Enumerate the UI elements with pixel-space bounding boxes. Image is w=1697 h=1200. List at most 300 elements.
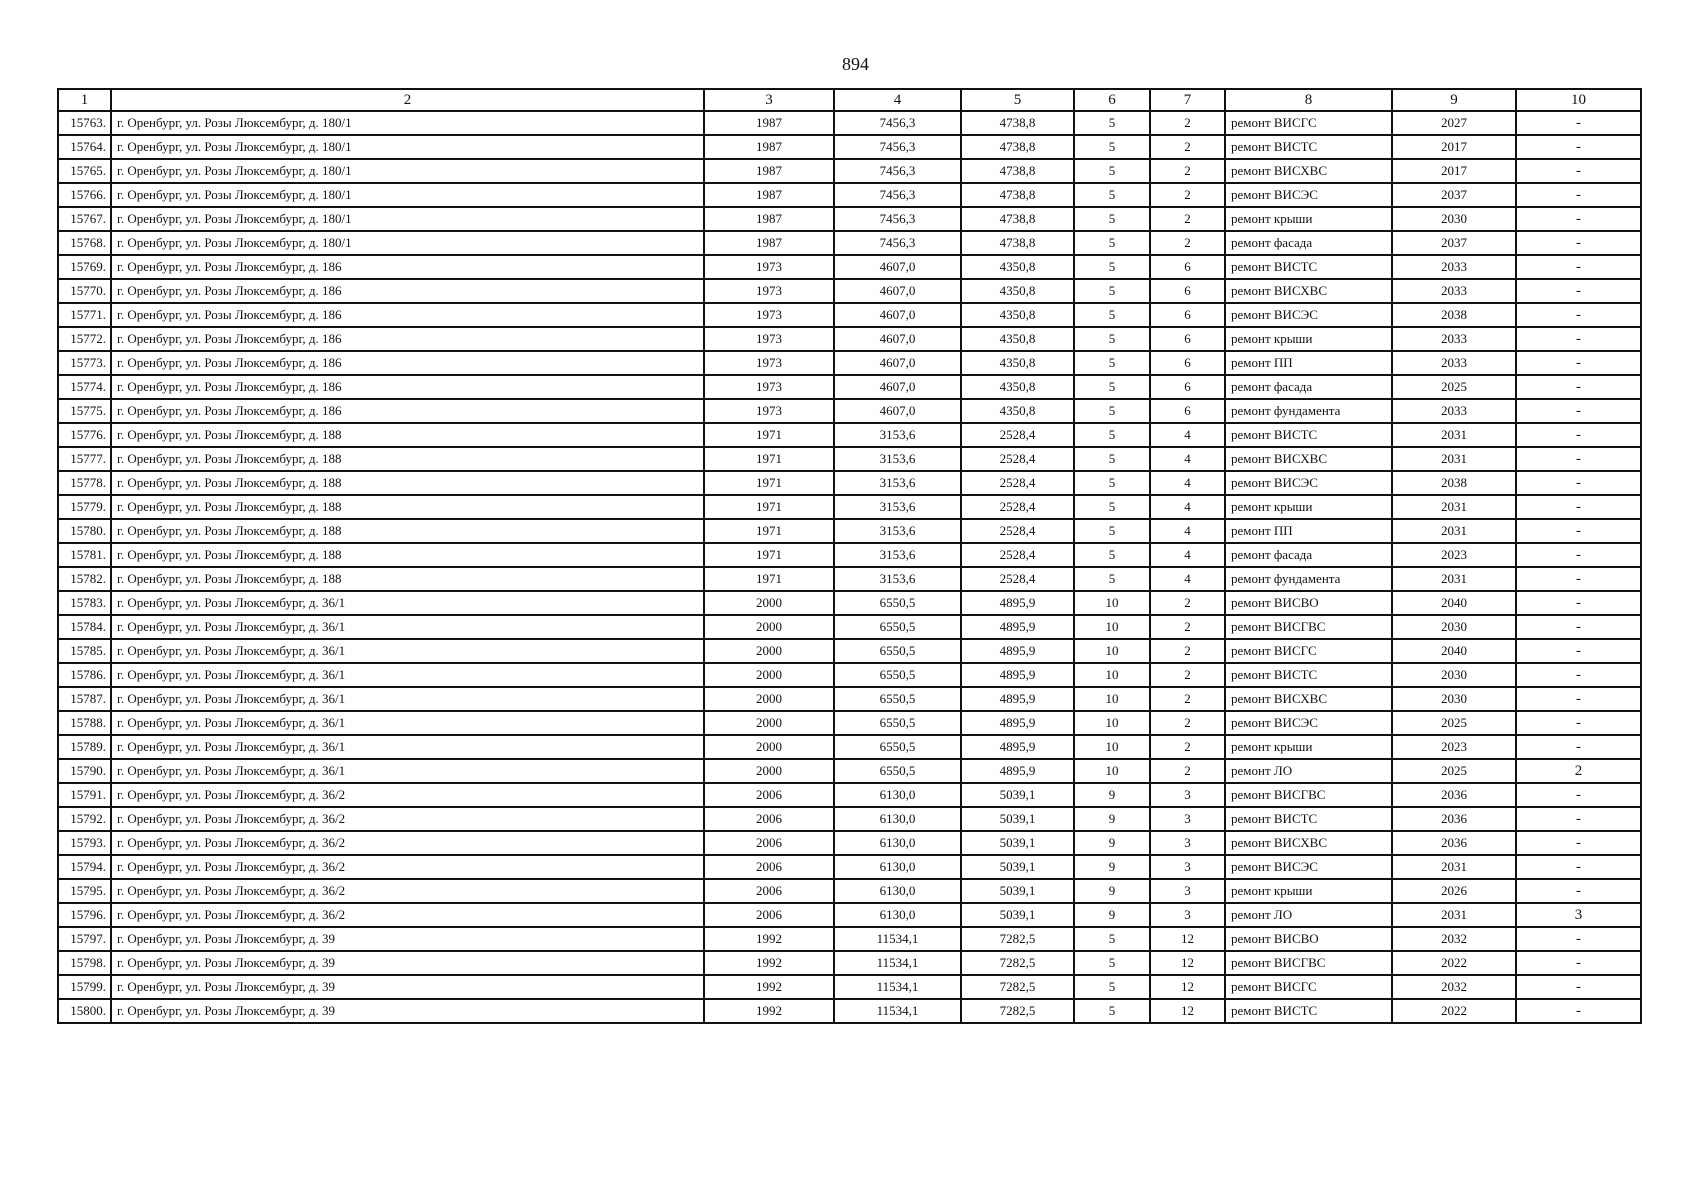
- note-cell: -: [1516, 879, 1641, 903]
- living-area-cell: 2528,4: [961, 543, 1074, 567]
- floors-cell: 5: [1074, 351, 1150, 375]
- row-number-cell: 15767.: [58, 207, 111, 231]
- row-number-cell: 15770.: [58, 279, 111, 303]
- living-area-cell: 4895,9: [961, 759, 1074, 783]
- row-number-cell: 15768.: [58, 231, 111, 255]
- plan-year-cell: 2038: [1392, 471, 1516, 495]
- table-row: [58, 183, 1641, 207]
- address-cell: г. Оренбург, ул. Розы Люксембург, д. 39: [111, 975, 704, 999]
- entrances-cell: 6: [1150, 279, 1225, 303]
- header-cell: 6: [1074, 89, 1150, 111]
- entrances-cell: 3: [1150, 879, 1225, 903]
- floors-cell: 5: [1074, 255, 1150, 279]
- work-type-cell: ремонт ЛО: [1225, 759, 1392, 783]
- living-area-cell: 5039,1: [961, 879, 1074, 903]
- row-number-cell: 15766.: [58, 183, 111, 207]
- floors-cell: 5: [1074, 495, 1150, 519]
- plan-year-cell: 2025: [1392, 711, 1516, 735]
- work-type-cell: ремонт ВИСВО: [1225, 927, 1392, 951]
- table-row: [58, 591, 1641, 615]
- floors-cell: 10: [1074, 591, 1150, 615]
- entrances-cell: 2: [1150, 111, 1225, 135]
- table-row: [58, 447, 1641, 471]
- row-number-cell: 15793.: [58, 831, 111, 855]
- entrances-cell: 12: [1150, 951, 1225, 975]
- entrances-cell: 2: [1150, 663, 1225, 687]
- table-row: [58, 135, 1641, 159]
- table-row: [58, 975, 1641, 999]
- floors-cell: 10: [1074, 615, 1150, 639]
- living-area-cell: 7282,5: [961, 975, 1074, 999]
- note-cell: -: [1516, 135, 1641, 159]
- living-area-cell: 4738,8: [961, 231, 1074, 255]
- row-number-cell: 15763.: [58, 111, 111, 135]
- row-number-cell: 15784.: [58, 615, 111, 639]
- year-cell: 1973: [704, 399, 834, 423]
- entrances-cell: 2: [1150, 231, 1225, 255]
- entrances-cell: 6: [1150, 375, 1225, 399]
- row-number-cell: 15764.: [58, 135, 111, 159]
- total-area-cell: 3153,6: [834, 519, 961, 543]
- living-area-cell: 4895,9: [961, 711, 1074, 735]
- address-cell: г. Оренбург, ул. Розы Люксембург, д. 186: [111, 303, 704, 327]
- table-row: [58, 399, 1641, 423]
- year-cell: 1973: [704, 351, 834, 375]
- total-area-cell: 4607,0: [834, 279, 961, 303]
- living-area-cell: 4895,9: [961, 663, 1074, 687]
- floors-cell: 9: [1074, 903, 1150, 927]
- header-cell: 9: [1392, 89, 1516, 111]
- plan-year-cell: 2036: [1392, 783, 1516, 807]
- row-number-cell: 15800.: [58, 999, 111, 1023]
- note-cell: -: [1516, 303, 1641, 327]
- row-number-cell: 15795.: [58, 879, 111, 903]
- header-cell: 8: [1225, 89, 1392, 111]
- living-area-cell: 7282,5: [961, 951, 1074, 975]
- note-cell: -: [1516, 231, 1641, 255]
- header-cell: 1: [58, 89, 111, 111]
- address-cell: г. Оренбург, ул. Розы Люксембург, д. 186: [111, 375, 704, 399]
- address-cell: г. Оренбург, ул. Розы Люксембург, д. 36/1: [111, 687, 704, 711]
- total-area-cell: 6130,0: [834, 879, 961, 903]
- table-row: [58, 423, 1641, 447]
- address-cell: г. Оренбург, ул. Розы Люксембург, д. 39: [111, 951, 704, 975]
- address-cell: г. Оренбург, ул. Розы Люксембург, д. 188: [111, 519, 704, 543]
- entrances-cell: 4: [1150, 519, 1225, 543]
- year-cell: 2000: [704, 687, 834, 711]
- year-cell: 1973: [704, 327, 834, 351]
- year-cell: 2006: [704, 879, 834, 903]
- living-area-cell: 4350,8: [961, 279, 1074, 303]
- table-row: [58, 375, 1641, 399]
- year-cell: 2000: [704, 615, 834, 639]
- floors-cell: 5: [1074, 519, 1150, 543]
- plan-year-cell: 2030: [1392, 687, 1516, 711]
- address-cell: г. Оренбург, ул. Розы Люксембург, д. 186: [111, 255, 704, 279]
- entrances-cell: 6: [1150, 303, 1225, 327]
- table-row: [58, 759, 1641, 783]
- entrances-cell: 3: [1150, 855, 1225, 879]
- year-cell: 2000: [704, 591, 834, 615]
- plan-year-cell: 2031: [1392, 519, 1516, 543]
- living-area-cell: 4895,9: [961, 735, 1074, 759]
- year-cell: 2006: [704, 807, 834, 831]
- entrances-cell: 4: [1150, 447, 1225, 471]
- entrances-cell: 2: [1150, 135, 1225, 159]
- table-row: [58, 231, 1641, 255]
- header-row: [58, 89, 1641, 111]
- entrances-cell: 12: [1150, 975, 1225, 999]
- work-type-cell: ремонт фасада: [1225, 231, 1392, 255]
- note-cell: -: [1516, 783, 1641, 807]
- plan-year-cell: 2031: [1392, 495, 1516, 519]
- work-type-cell: ремонт ВИСТС: [1225, 663, 1392, 687]
- address-cell: г. Оренбург, ул. Розы Люксембург, д. 188: [111, 543, 704, 567]
- row-number-cell: 15779.: [58, 495, 111, 519]
- work-type-cell: ремонт фундамента: [1225, 567, 1392, 591]
- living-area-cell: 4350,8: [961, 351, 1074, 375]
- floors-cell: 10: [1074, 759, 1150, 783]
- floors-cell: 5: [1074, 567, 1150, 591]
- floors-cell: 5: [1074, 927, 1150, 951]
- year-cell: 1971: [704, 471, 834, 495]
- address-cell: г. Оренбург, ул. Розы Люксембург, д. 36/1: [111, 711, 704, 735]
- total-area-cell: 4607,0: [834, 351, 961, 375]
- floors-cell: 10: [1074, 687, 1150, 711]
- living-area-cell: 7282,5: [961, 999, 1074, 1023]
- total-area-cell: 6130,0: [834, 783, 961, 807]
- row-number-cell: 15771.: [58, 303, 111, 327]
- note-cell: -: [1516, 543, 1641, 567]
- total-area-cell: 7456,3: [834, 231, 961, 255]
- entrances-cell: 3: [1150, 831, 1225, 855]
- table-row: [58, 255, 1641, 279]
- repair-schedule-table: [57, 88, 1642, 1024]
- work-type-cell: ремонт ВИСГС: [1225, 111, 1392, 135]
- floors-cell: 5: [1074, 447, 1150, 471]
- year-cell: 2006: [704, 783, 834, 807]
- work-type-cell: ремонт ВИСЭС: [1225, 471, 1392, 495]
- entrances-cell: 6: [1150, 399, 1225, 423]
- address-cell: г. Оренбург, ул. Розы Люксембург, д. 36/2: [111, 783, 704, 807]
- entrances-cell: 4: [1150, 543, 1225, 567]
- entrances-cell: 2: [1150, 711, 1225, 735]
- table-row: [58, 855, 1641, 879]
- work-type-cell: ремонт фасада: [1225, 543, 1392, 567]
- note-cell: -: [1516, 327, 1641, 351]
- note-cell: -: [1516, 855, 1641, 879]
- plan-year-cell: 2030: [1392, 615, 1516, 639]
- plan-year-cell: 2031: [1392, 447, 1516, 471]
- plan-year-cell: 2036: [1392, 831, 1516, 855]
- entrances-cell: 12: [1150, 999, 1225, 1023]
- note-cell: -: [1516, 519, 1641, 543]
- note-cell: -: [1516, 351, 1641, 375]
- row-number-cell: 15791.: [58, 783, 111, 807]
- address-cell: г. Оренбург, ул. Розы Люксембург, д. 36/1: [111, 591, 704, 615]
- floors-cell: 5: [1074, 159, 1150, 183]
- work-type-cell: ремонт ВИСГВС: [1225, 951, 1392, 975]
- total-area-cell: 6550,5: [834, 615, 961, 639]
- total-area-cell: 4607,0: [834, 327, 961, 351]
- entrances-cell: 2: [1150, 687, 1225, 711]
- row-number-cell: 15776.: [58, 423, 111, 447]
- address-cell: г. Оренбург, ул. Розы Люксембург, д. 36/2: [111, 879, 704, 903]
- note-cell: 3: [1516, 903, 1641, 927]
- year-cell: 1973: [704, 303, 834, 327]
- address-cell: г. Оренбург, ул. Розы Люксембург, д. 188: [111, 471, 704, 495]
- year-cell: 1992: [704, 999, 834, 1023]
- note-cell: -: [1516, 591, 1641, 615]
- table-row: [58, 543, 1641, 567]
- year-cell: 1992: [704, 975, 834, 999]
- plan-year-cell: 2031: [1392, 903, 1516, 927]
- year-cell: 2000: [704, 735, 834, 759]
- year-cell: 1987: [704, 231, 834, 255]
- work-type-cell: ремонт ВИСВО: [1225, 591, 1392, 615]
- living-area-cell: 5039,1: [961, 783, 1074, 807]
- row-number-cell: 15782.: [58, 567, 111, 591]
- total-area-cell: 6130,0: [834, 831, 961, 855]
- entrances-cell: 3: [1150, 903, 1225, 927]
- entrances-cell: 6: [1150, 327, 1225, 351]
- plan-year-cell: 2040: [1392, 639, 1516, 663]
- note-cell: -: [1516, 831, 1641, 855]
- page-number: 894: [842, 54, 869, 74]
- living-area-cell: 5039,1: [961, 831, 1074, 855]
- row-number-cell: 15774.: [58, 375, 111, 399]
- table-row: [58, 111, 1641, 135]
- total-area-cell: 4607,0: [834, 303, 961, 327]
- living-area-cell: 2528,4: [961, 447, 1074, 471]
- table-row: [58, 951, 1641, 975]
- row-number-cell: 15781.: [58, 543, 111, 567]
- floors-cell: 5: [1074, 279, 1150, 303]
- row-number-cell: 15792.: [58, 807, 111, 831]
- plan-year-cell: 2025: [1392, 759, 1516, 783]
- floors-cell: 10: [1074, 711, 1150, 735]
- floors-cell: 5: [1074, 423, 1150, 447]
- living-area-cell: 4895,9: [961, 639, 1074, 663]
- table-row: [58, 159, 1641, 183]
- total-area-cell: 6130,0: [834, 807, 961, 831]
- row-number-cell: 15798.: [58, 951, 111, 975]
- floors-cell: 9: [1074, 783, 1150, 807]
- floors-cell: 5: [1074, 231, 1150, 255]
- total-area-cell: 6550,5: [834, 759, 961, 783]
- table-row: [58, 327, 1641, 351]
- entrances-cell: 4: [1150, 471, 1225, 495]
- living-area-cell: 4895,9: [961, 687, 1074, 711]
- plan-year-cell: 2017: [1392, 135, 1516, 159]
- address-cell: г. Оренбург, ул. Розы Люксембург, д. 180/1: [111, 159, 704, 183]
- note-cell: -: [1516, 183, 1641, 207]
- year-cell: 1987: [704, 183, 834, 207]
- entrances-cell: 4: [1150, 495, 1225, 519]
- floors-cell: 9: [1074, 807, 1150, 831]
- note-cell: -: [1516, 495, 1641, 519]
- work-type-cell: ремонт ВИСГС: [1225, 975, 1392, 999]
- living-area-cell: 5039,1: [961, 903, 1074, 927]
- total-area-cell: 11534,1: [834, 975, 961, 999]
- year-cell: 2006: [704, 831, 834, 855]
- work-type-cell: ремонт ВИСГС: [1225, 639, 1392, 663]
- note-cell: -: [1516, 711, 1641, 735]
- table-row: [58, 279, 1641, 303]
- row-number-cell: 15785.: [58, 639, 111, 663]
- plan-year-cell: 2031: [1392, 423, 1516, 447]
- row-number-cell: 15772.: [58, 327, 111, 351]
- address-cell: г. Оренбург, ул. Розы Люксембург, д. 36/2: [111, 855, 704, 879]
- work-type-cell: ремонт ВИСЭС: [1225, 183, 1392, 207]
- note-cell: -: [1516, 567, 1641, 591]
- row-number-cell: 15773.: [58, 351, 111, 375]
- table-row: [58, 927, 1641, 951]
- address-cell: г. Оренбург, ул. Розы Люксембург, д. 36/2: [111, 807, 704, 831]
- work-type-cell: ремонт ЛО: [1225, 903, 1392, 927]
- note-cell: -: [1516, 399, 1641, 423]
- plan-year-cell: 2022: [1392, 999, 1516, 1023]
- floors-cell: 9: [1074, 831, 1150, 855]
- work-type-cell: ремонт ВИСТС: [1225, 423, 1392, 447]
- plan-year-cell: 2037: [1392, 183, 1516, 207]
- living-area-cell: 5039,1: [961, 855, 1074, 879]
- living-area-cell: 4738,8: [961, 135, 1074, 159]
- address-cell: г. Оренбург, ул. Розы Люксембург, д. 36/1: [111, 639, 704, 663]
- table-row: [58, 999, 1641, 1023]
- note-cell: -: [1516, 615, 1641, 639]
- floors-cell: 5: [1074, 375, 1150, 399]
- address-cell: г. Оренбург, ул. Розы Люксембург, д. 186: [111, 351, 704, 375]
- floors-cell: 5: [1074, 543, 1150, 567]
- table-row: [58, 471, 1641, 495]
- note-cell: -: [1516, 447, 1641, 471]
- plan-year-cell: 2033: [1392, 399, 1516, 423]
- living-area-cell: 4350,8: [961, 375, 1074, 399]
- address-cell: г. Оренбург, ул. Розы Люксембург, д. 186: [111, 327, 704, 351]
- plan-year-cell: 2027: [1392, 111, 1516, 135]
- note-cell: -: [1516, 807, 1641, 831]
- table-row: [58, 831, 1641, 855]
- note-cell: -: [1516, 423, 1641, 447]
- note-cell: -: [1516, 375, 1641, 399]
- work-type-cell: ремонт ВИСТС: [1225, 999, 1392, 1023]
- row-number-cell: 15789.: [58, 735, 111, 759]
- living-area-cell: 4738,8: [961, 207, 1074, 231]
- living-area-cell: 4350,8: [961, 327, 1074, 351]
- header-cell: 5: [961, 89, 1074, 111]
- row-number-cell: 15797.: [58, 927, 111, 951]
- address-cell: г. Оренбург, ул. Розы Люксембург, д. 188: [111, 447, 704, 471]
- header-cell: 3: [704, 89, 834, 111]
- living-area-cell: 2528,4: [961, 495, 1074, 519]
- plan-year-cell: 2030: [1392, 663, 1516, 687]
- table-row: [58, 711, 1641, 735]
- row-number-cell: 15799.: [58, 975, 111, 999]
- note-cell: -: [1516, 111, 1641, 135]
- floors-cell: 5: [1074, 135, 1150, 159]
- living-area-cell: 4738,8: [961, 159, 1074, 183]
- plan-year-cell: 2030: [1392, 207, 1516, 231]
- plan-year-cell: 2037: [1392, 231, 1516, 255]
- year-cell: 1992: [704, 927, 834, 951]
- address-cell: г. Оренбург, ул. Розы Люксембург, д. 180/1: [111, 207, 704, 231]
- entrances-cell: 4: [1150, 423, 1225, 447]
- row-number-cell: 15769.: [58, 255, 111, 279]
- living-area-cell: 2528,4: [961, 567, 1074, 591]
- total-area-cell: 6550,5: [834, 591, 961, 615]
- work-type-cell: ремонт ПП: [1225, 351, 1392, 375]
- work-type-cell: ремонт крыши: [1225, 879, 1392, 903]
- row-number-cell: 15777.: [58, 447, 111, 471]
- row-number-cell: 15788.: [58, 711, 111, 735]
- year-cell: 2000: [704, 639, 834, 663]
- plan-year-cell: 2025: [1392, 375, 1516, 399]
- living-area-cell: 4738,8: [961, 183, 1074, 207]
- address-cell: г. Оренбург, ул. Розы Люксембург, д. 180/1: [111, 111, 704, 135]
- floors-cell: 10: [1074, 735, 1150, 759]
- row-number-cell: 15794.: [58, 855, 111, 879]
- work-type-cell: ремонт ВИСХВС: [1225, 447, 1392, 471]
- row-number-cell: 15796.: [58, 903, 111, 927]
- year-cell: 1987: [704, 159, 834, 183]
- entrances-cell: 2: [1150, 759, 1225, 783]
- floors-cell: 5: [1074, 975, 1150, 999]
- work-type-cell: ремонт ВИСТС: [1225, 255, 1392, 279]
- entrances-cell: 6: [1150, 255, 1225, 279]
- table-row: [58, 639, 1641, 663]
- year-cell: 1973: [704, 375, 834, 399]
- plan-year-cell: 2022: [1392, 951, 1516, 975]
- total-area-cell: 4607,0: [834, 375, 961, 399]
- plan-year-cell: 2026: [1392, 879, 1516, 903]
- row-number-cell: 15786.: [58, 663, 111, 687]
- floors-cell: 9: [1074, 855, 1150, 879]
- address-cell: г. Оренбург, ул. Розы Люксембург, д. 188: [111, 423, 704, 447]
- floors-cell: 5: [1074, 183, 1150, 207]
- year-cell: 1971: [704, 519, 834, 543]
- total-area-cell: 7456,3: [834, 207, 961, 231]
- table-row: [58, 615, 1641, 639]
- total-area-cell: 7456,3: [834, 183, 961, 207]
- year-cell: 1971: [704, 567, 834, 591]
- plan-year-cell: 2023: [1392, 543, 1516, 567]
- total-area-cell: 6550,5: [834, 687, 961, 711]
- address-cell: г. Оренбург, ул. Розы Люксембург, д. 180/1: [111, 183, 704, 207]
- year-cell: 1987: [704, 135, 834, 159]
- header-cell: 2: [111, 89, 704, 111]
- year-cell: 2000: [704, 759, 834, 783]
- work-type-cell: ремонт ВИСХВС: [1225, 831, 1392, 855]
- work-type-cell: ремонт ВИСГВС: [1225, 783, 1392, 807]
- table-row: [58, 687, 1641, 711]
- floors-cell: 5: [1074, 999, 1150, 1023]
- entrances-cell: 2: [1150, 207, 1225, 231]
- floors-cell: 5: [1074, 399, 1150, 423]
- table-row: [58, 567, 1641, 591]
- entrances-cell: 4: [1150, 567, 1225, 591]
- work-type-cell: ремонт ВИСЭС: [1225, 711, 1392, 735]
- total-area-cell: 6550,5: [834, 711, 961, 735]
- total-area-cell: 6550,5: [834, 663, 961, 687]
- note-cell: -: [1516, 663, 1641, 687]
- plan-year-cell: 2038: [1392, 303, 1516, 327]
- address-cell: г. Оренбург, ул. Розы Люксембург, д. 186: [111, 279, 704, 303]
- total-area-cell: 11534,1: [834, 999, 961, 1023]
- note-cell: -: [1516, 159, 1641, 183]
- entrances-cell: 2: [1150, 183, 1225, 207]
- total-area-cell: 4607,0: [834, 255, 961, 279]
